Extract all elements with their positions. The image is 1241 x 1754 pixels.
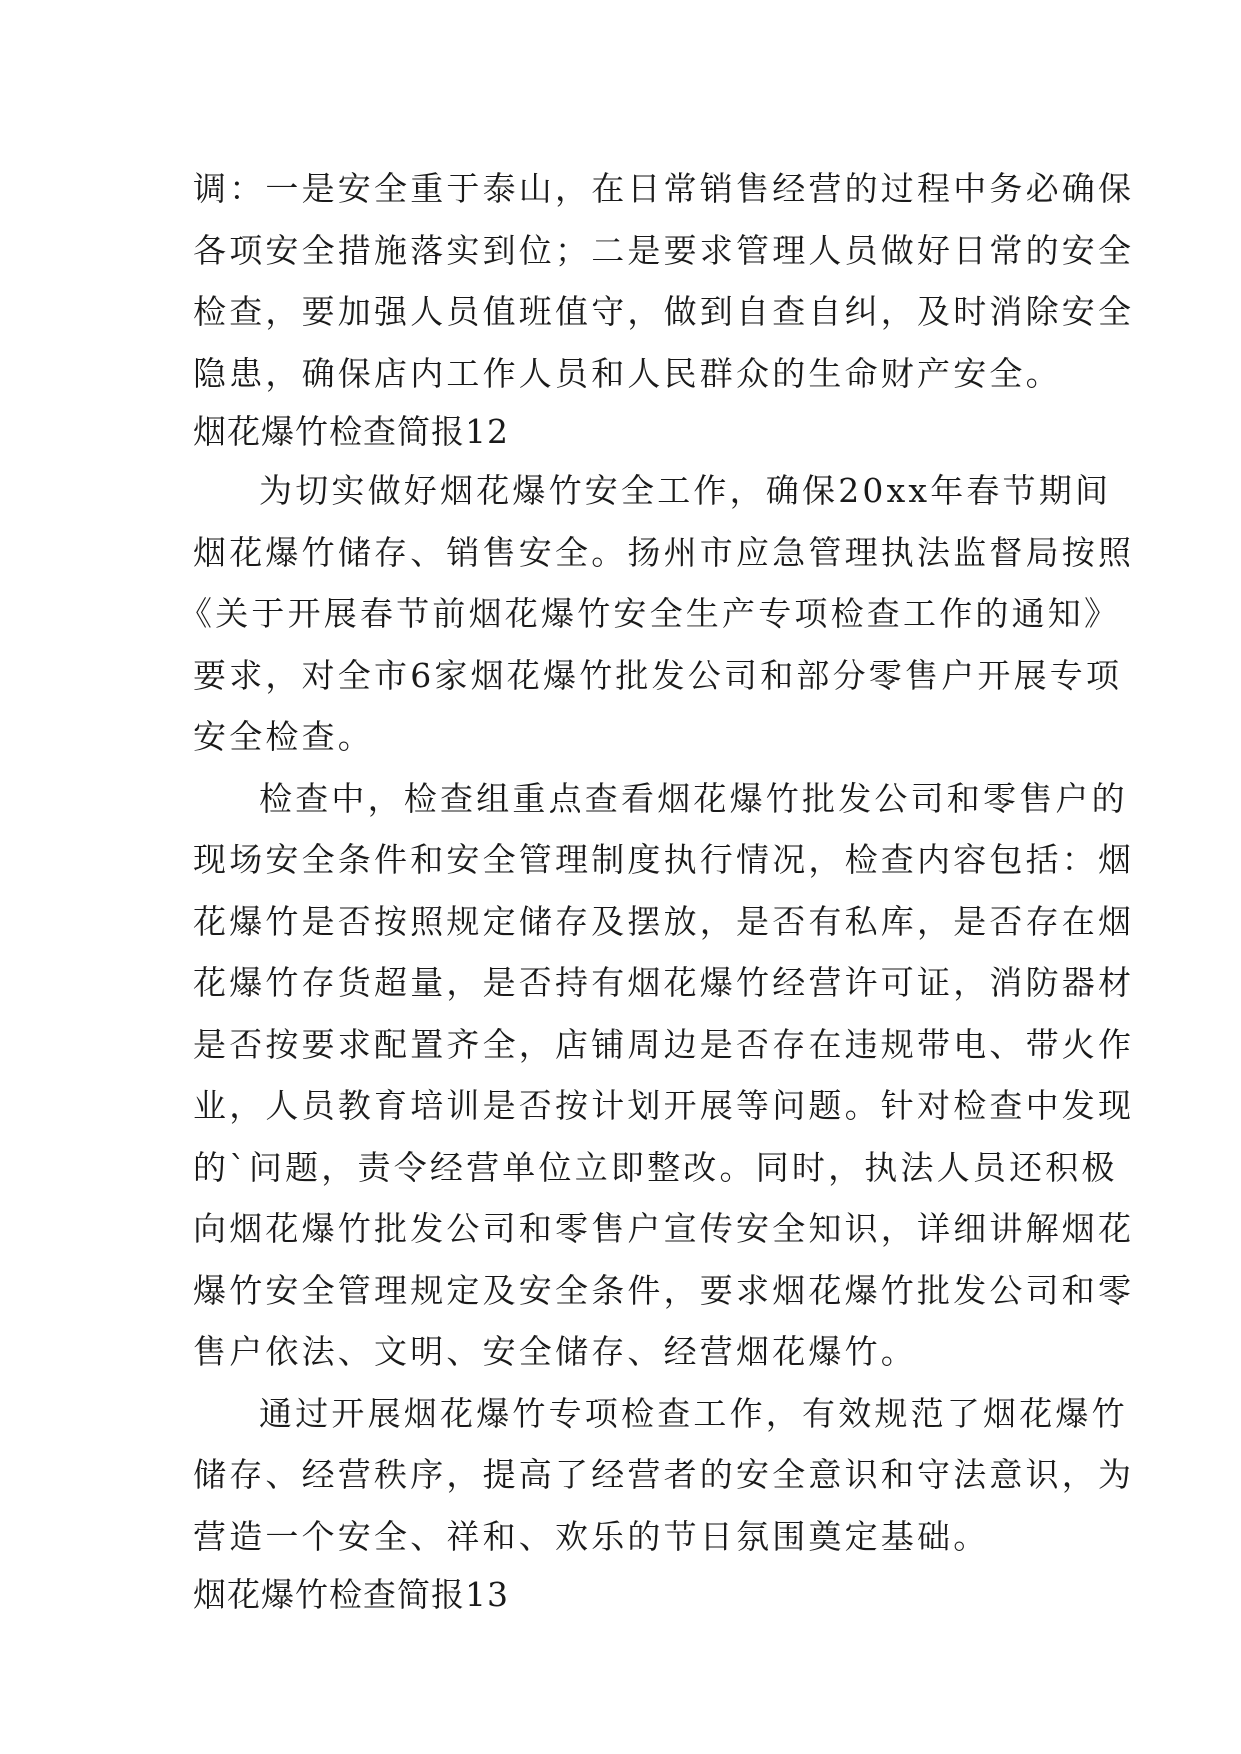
text-line: 要求，对全市6家烟花爆竹批发公司和部分零售户开展专项 (193, 655, 1123, 695)
text-line: 检查中，检查组重点查看烟花爆竹批发公司和零售户的 (259, 778, 1128, 818)
text-line: 《关于开展春节前烟花爆竹安全生产专项检查工作的通知》 (179, 594, 1121, 633)
text-line: 的`问题，责令经营单位立即整改。同时，执法人员还积极 (193, 1147, 1118, 1187)
paragraph-inspection (193, 768, 1135, 1383)
text-line: 花爆竹存货超量，是否持有烟花爆竹经营许可证，消防器材 (193, 963, 1135, 1002)
paragraph-conclusion (193, 1383, 1135, 1568)
text-line: 隐患，确保店内工作人员和人民群众的生命财产安全。 (193, 353, 1062, 393)
text-line: 现场安全条件和安全管理制度执行情况，检查内容包括：烟 (193, 840, 1135, 879)
text-line: 售户依法、文明、安全储存、经营烟花爆竹。 (193, 1332, 917, 1371)
text-line: 业，人员教育培训是否按计划开展等问题。针对检查中发现 (193, 1086, 1135, 1125)
section-heading-13: 烟花爆竹检查简报13 (193, 1575, 509, 1614)
text-line: 储存、经营秩序，提高了经营者的安全意识和守法意识，为 (193, 1455, 1135, 1494)
text-line: 花爆竹是否按照规定储存及摆放，是否有私库，是否存在烟 (193, 901, 1135, 941)
text-line: 是否按要求配置齐全，店铺周边是否存在违规带电、带火作 (193, 1024, 1135, 1064)
text-line: 营造一个安全、祥和、欢乐的节日氛围奠定基础。 (193, 1516, 990, 1556)
text-line: 为切实做好烟花爆竹安全工作，确保20xx年春节期间 (259, 471, 1112, 510)
text-line: 各项安全措施落实到位；二是要求管理人员做好日常的安全 (193, 230, 1135, 270)
paragraph-continuation (193, 158, 1135, 404)
text-line: 调：一是安全重于泰山，在日常销售经营的过程中务必确保 (193, 169, 1135, 208)
text-line: 通过开展烟花爆竹专项检查工作，有效规范了烟花爆竹 (259, 1393, 1128, 1433)
text-line: 安全检查。 (193, 717, 374, 756)
paragraph-intro (179, 460, 1135, 768)
section-heading-12: 烟花爆竹检查简报12 (193, 412, 509, 451)
text-line: 烟花爆竹储存、销售安全。扬州市应急管理执法监督局按照 (193, 532, 1135, 572)
text-line: 检查，要加强人员值班值守，做到自查自纠，及时消除安全 (193, 292, 1135, 331)
text-line: 爆竹安全管理规定及安全条件，要求烟花爆竹批发公司和零 (193, 1270, 1135, 1310)
document-page (179, 158, 1135, 1623)
text-line: 向烟花爆竹批发公司和零售户宣传安全知识，详细讲解烟花 (193, 1209, 1135, 1248)
